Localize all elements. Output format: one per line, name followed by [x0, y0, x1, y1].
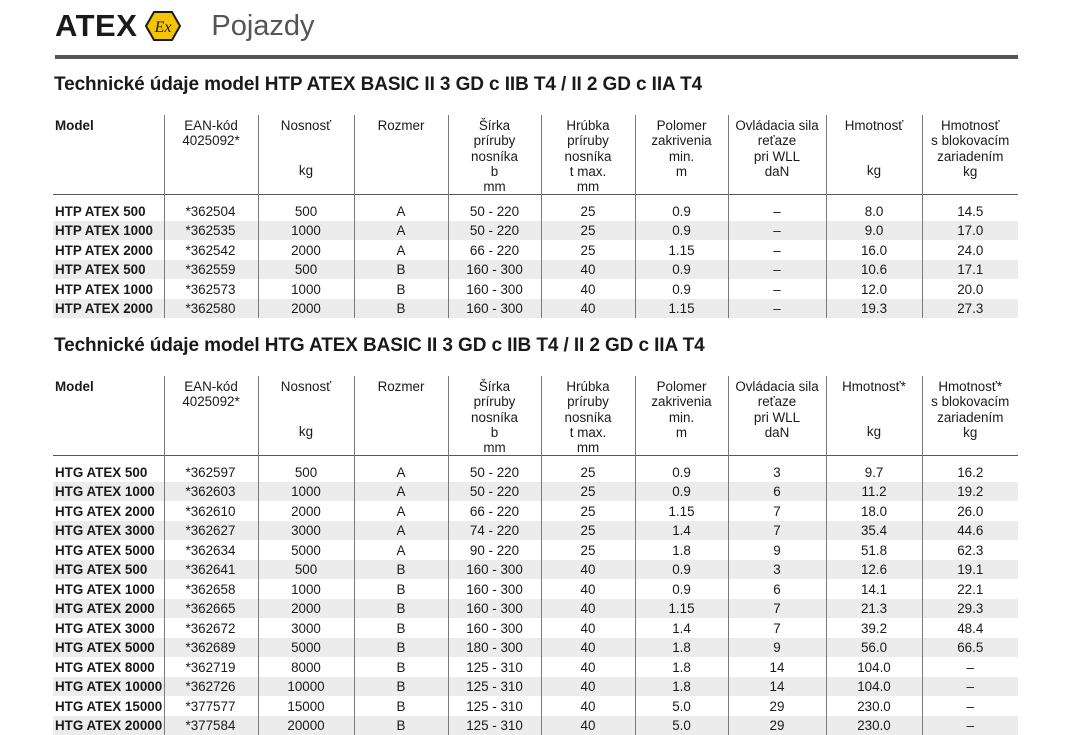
cell-load: 500	[258, 560, 354, 580]
cell-model: HTG ATEX 8000	[53, 657, 164, 677]
col-header-weight-unit: kg	[866, 424, 882, 440]
col-header-model-label: Model	[55, 118, 94, 133]
cell-size: B	[354, 618, 448, 638]
cell-thickness: 25	[541, 462, 635, 482]
cell-radius: 1.8	[635, 540, 728, 560]
col-header-model	[53, 376, 164, 456]
cell-model: HTP ATEX 1000	[53, 279, 164, 299]
col-header-weight-label: Hmotnosť*	[842, 379, 906, 394]
col-header-radius-label: Polomer zakrivenia min.	[651, 379, 712, 425]
cell-size: A	[354, 482, 448, 502]
cell-ean: *362597	[164, 462, 258, 482]
cell-ean: *362603	[164, 482, 258, 502]
col-header-force-label: Ovládacia sila reťaze pri WLL	[735, 379, 819, 425]
col-header-weight-lock-label: Hmotnosť* s blokovacím zariadením	[931, 379, 1010, 425]
cell-load: 2000	[258, 299, 354, 319]
cell-ean: *362658	[164, 579, 258, 599]
cell-weight-lock: 19.1	[922, 560, 1018, 580]
cell-radius: 1.4	[635, 618, 728, 638]
cell-width: 180 - 300	[448, 638, 541, 658]
cell-width: 160 - 300	[448, 560, 541, 580]
cell-model: HTG ATEX 10000	[53, 677, 164, 697]
cell-weight-lock: 26.0	[957, 503, 984, 519]
cell-force: –	[728, 221, 826, 241]
cell-model: HTG ATEX 5000	[53, 540, 164, 560]
col-header-thickness	[541, 115, 635, 195]
cell-model: HTG ATEX 500	[53, 560, 164, 580]
cell-weight-lock: 22.1	[957, 581, 984, 597]
cell-thickness: 40	[541, 696, 635, 716]
cell-size: A	[354, 221, 448, 241]
cell-weight: 51.8	[826, 540, 922, 560]
cell-size: B	[354, 560, 448, 580]
cell-width: 50 - 220	[448, 462, 541, 482]
cell-radius: 5.0	[635, 716, 728, 735]
cell-load: 3000	[258, 521, 354, 541]
table2-title: Technické údaje model HTG ATEX BASIC II 3 GD c IIB T4 / II 2 GD c IIA T4	[54, 335, 705, 356]
cell-thickness: 25	[541, 240, 635, 260]
table-row	[53, 221, 1018, 241]
cell-thickness: 40	[541, 657, 635, 677]
cell-weight-lock: 16.2	[957, 464, 984, 480]
cell-weight-lock: 48.4	[957, 620, 984, 636]
cell-weight: 12.6	[826, 560, 922, 580]
col-header-force-label: Ovládacia sila reťaze pri WLL	[735, 118, 819, 164]
cell-model: HTG ATEX 500	[53, 462, 164, 482]
col-header-model-label: Model	[55, 379, 94, 394]
cell-load: 1000	[258, 482, 354, 502]
cell-width: 160 - 300	[448, 599, 541, 619]
cell-model: HTG ATEX 15000	[53, 696, 164, 716]
cell-size: B	[354, 638, 448, 658]
table-row	[53, 618, 1018, 638]
cell-ean: *362580	[164, 299, 258, 319]
cell-width: 160 - 300	[448, 618, 541, 638]
cell-load: 2000	[258, 501, 354, 521]
cell-model: HTP ATEX 500	[53, 201, 164, 221]
cell-radius: 0.9	[635, 260, 728, 280]
cell-weight: 10.6	[826, 260, 922, 280]
cell-weight-lock: 27.3	[922, 299, 1018, 319]
cell-ean: *377577	[164, 696, 258, 716]
table-row	[53, 657, 1018, 677]
cell-force: –	[728, 260, 826, 280]
cell-weight-lock: 24.0	[957, 242, 984, 258]
cell-thickness: 40	[541, 579, 635, 599]
col-header-force	[728, 115, 826, 195]
cell-thickness: 40	[541, 299, 635, 319]
cell-thickness: 40	[541, 599, 635, 619]
col-header-load-unit: kg	[298, 424, 314, 440]
col-header-force	[728, 376, 826, 456]
cell-thickness: 25	[541, 221, 635, 241]
cell-size: A	[354, 462, 448, 482]
cell-force: –	[728, 279, 826, 299]
cell-thickness: 25	[541, 521, 635, 541]
cell-radius: 0.9	[635, 201, 728, 221]
cell-thickness: 40	[541, 618, 635, 638]
cell-load: 1000	[258, 279, 354, 299]
cell-width: 160 - 300	[448, 260, 541, 280]
cell-thickness: 40	[541, 260, 635, 280]
cell-force: 3	[728, 560, 826, 580]
col-header-weight-unit: kg	[866, 163, 882, 179]
col-header-thickness-label: Hrúbka príruby nosníka t max.	[564, 118, 612, 179]
cell-force: 29	[728, 716, 826, 735]
table-row	[53, 696, 1018, 716]
table-row	[53, 716, 1018, 735]
cell-weight-lock: 29.3	[922, 599, 1018, 619]
cell-load: 10000	[258, 677, 354, 697]
cell-radius: 0.9	[635, 579, 728, 599]
cell-radius: 0.9	[635, 462, 728, 482]
cell-force: –	[728, 299, 826, 319]
cell-radius: 1.15	[635, 501, 728, 521]
col-header-radius	[635, 376, 728, 456]
cell-model: HTP ATEX 2000	[53, 240, 164, 260]
cell-model: HTG ATEX 5000	[53, 638, 164, 658]
cell-ean: *362665	[164, 599, 258, 619]
cell-ean: *362672	[164, 618, 258, 638]
cell-model: HTG ATEX 2000	[53, 599, 164, 619]
cell-force: 14	[728, 657, 826, 677]
col-header-width	[448, 115, 541, 195]
col-header-width-label: Šírka príruby nosníka b	[471, 379, 518, 440]
cell-width: 125 - 310	[448, 716, 541, 735]
col-header-force-unit: daN	[764, 424, 790, 440]
col-header-size	[354, 115, 448, 195]
cell-weight-lock: 62.3	[957, 542, 984, 558]
cell-model: HTP ATEX 500	[53, 260, 164, 280]
col-header-thickness-unit: mm	[576, 179, 600, 195]
col-header-weight	[826, 115, 922, 195]
col-header-width-label: Šírka príruby nosníka b	[471, 118, 518, 179]
table-row	[53, 599, 1018, 619]
cell-model: HTG ATEX 2000	[53, 501, 164, 521]
cell-size: A	[354, 501, 448, 521]
cell-size: B	[354, 696, 448, 716]
col-header-width	[448, 376, 541, 456]
cell-weight: 12.0	[826, 279, 922, 299]
cell-size: B	[354, 599, 448, 619]
col-header-load-unit: kg	[298, 163, 314, 179]
cell-width: 50 - 220	[448, 221, 541, 241]
cell-radius: 5.0	[635, 696, 728, 716]
cell-thickness: 40	[541, 638, 635, 658]
col-header-ean-label: EAN-kód 4025092*	[182, 118, 240, 149]
cell-load: 5000	[258, 540, 354, 560]
cell-size: B	[354, 579, 448, 599]
col-header-weight-lock	[922, 376, 1018, 456]
cell-weight: 14.1	[826, 579, 922, 599]
col-header-ean	[164, 376, 258, 456]
table-row	[53, 677, 1018, 697]
cell-thickness: 40	[541, 716, 635, 735]
cell-ean: *362542	[164, 240, 258, 260]
cell-width: 50 - 220	[448, 482, 541, 502]
cell-weight: 104.0	[826, 657, 922, 677]
cell-force: 9	[728, 540, 826, 560]
table-row	[53, 240, 1018, 260]
col-header-load	[258, 376, 354, 456]
cell-load: 500	[258, 462, 354, 482]
cell-ean: *377584	[164, 716, 258, 735]
col-header-weight-lock-unit: kg	[963, 424, 978, 440]
cell-force: 9	[728, 638, 826, 658]
col-header-thickness	[541, 376, 635, 456]
cell-weight: 230.0	[826, 716, 922, 735]
cell-ean: *362719	[164, 657, 258, 677]
cell-force: 14	[728, 677, 826, 697]
cell-model: HTP ATEX 1000	[53, 221, 164, 241]
cell-ean: *362610	[164, 501, 258, 521]
cell-weight-lock: 14.5	[957, 203, 984, 219]
cell-radius: 0.9	[635, 221, 728, 241]
cell-weight-lock: –	[922, 677, 1018, 697]
col-header-force-unit: daN	[764, 163, 790, 179]
cell-load: 500	[258, 260, 354, 280]
cell-width: 90 - 220	[448, 540, 541, 560]
cell-width: 160 - 300	[448, 299, 541, 319]
cell-size: B	[354, 657, 448, 677]
table-row	[53, 521, 1018, 541]
table-row	[53, 299, 1018, 319]
ex-hexagon-icon	[145, 10, 181, 42]
cell-weight: 9.7	[826, 462, 922, 482]
cell-force: 3	[728, 462, 826, 482]
cell-ean: *362641	[164, 560, 258, 580]
col-header-size-label: Rozmer	[377, 379, 425, 394]
htg-spec-table	[53, 376, 1018, 735]
cell-model: HTG ATEX 20000	[53, 716, 164, 735]
col-header-weight-lock-label: Hmotnosť s blokovacím zariadením	[931, 118, 1010, 164]
cell-weight-lock: 19.2	[922, 482, 1018, 502]
cell-ean: *362504	[164, 201, 258, 221]
page-header	[55, 4, 315, 48]
cell-thickness: 40	[541, 560, 635, 580]
table-row	[53, 501, 1018, 521]
cell-weight: 230.0	[826, 696, 922, 716]
cell-thickness: 25	[541, 482, 635, 502]
col-header-ean	[164, 115, 258, 195]
col-header-load-label: Nosnosť	[280, 118, 332, 133]
page-subtitle: Pojazdy	[211, 9, 315, 42]
cell-radius: 0.9	[635, 279, 728, 299]
cell-weight: 39.2	[826, 618, 922, 638]
cell-weight-lock: 66.5	[922, 638, 1018, 658]
table-row	[53, 279, 1018, 299]
col-header-thickness-label: Hrúbka príruby nosníka t max.	[564, 379, 612, 440]
cell-width: 125 - 310	[448, 677, 541, 697]
table-row	[53, 260, 1018, 280]
col-header-radius-label: Polomer zakrivenia min.	[651, 118, 712, 164]
cell-model: HTP ATEX 2000	[53, 299, 164, 319]
cell-load: 20000	[258, 716, 354, 735]
cell-thickness: 25	[541, 501, 635, 521]
cell-weight: 16.0	[826, 240, 922, 260]
header-divider	[55, 55, 1018, 59]
col-header-weight-lock-unit: kg	[963, 163, 978, 179]
cell-load: 3000	[258, 618, 354, 638]
cell-size: A	[354, 540, 448, 560]
cell-weight: 104.0	[826, 677, 922, 697]
cell-weight: 21.3	[826, 599, 922, 619]
cell-width: 50 - 220	[448, 201, 541, 221]
cell-radius: 1.15	[635, 599, 728, 619]
cell-weight-lock: –	[966, 698, 974, 714]
cell-load: 15000	[258, 696, 354, 716]
cell-force: –	[728, 240, 826, 260]
cell-size: A	[354, 201, 448, 221]
svg-text:Ex: Ex	[154, 19, 172, 36]
cell-thickness: 25	[541, 201, 635, 221]
cell-model: HTG ATEX 1000	[53, 482, 164, 502]
cell-thickness: 40	[541, 677, 635, 697]
cell-thickness: 25	[541, 540, 635, 560]
cell-weight-lock: 17.0	[922, 221, 1018, 241]
cell-radius: 0.9	[635, 560, 728, 580]
htp-spec-table	[53, 115, 1018, 318]
col-header-ean-label: EAN-kód 4025092*	[182, 379, 240, 410]
cell-ean: *362726	[164, 677, 258, 697]
cell-force: 6	[728, 579, 826, 599]
cell-radius: 1.8	[635, 677, 728, 697]
table-row	[53, 201, 1018, 221]
table-row	[53, 638, 1018, 658]
cell-size: B	[354, 716, 448, 735]
col-header-radius-unit: m	[675, 163, 688, 179]
col-header-width-unit: mm	[483, 179, 506, 195]
cell-force: 7	[728, 618, 826, 638]
col-header-size-label: Rozmer	[377, 118, 425, 133]
cell-width: 66 - 220	[448, 501, 541, 521]
cell-radius: 1.4	[635, 521, 728, 541]
table1-title: Technické údaje model HTP ATEX BASIC II 3 GD c IIB T4 / II 2 GD c IIA T4	[54, 74, 703, 95]
col-header-load	[258, 115, 354, 195]
cell-load: 5000	[258, 638, 354, 658]
cell-weight-lock: 20.0	[957, 281, 984, 297]
col-header-model	[53, 115, 164, 195]
cell-weight: 56.0	[826, 638, 922, 658]
col-header-width-unit: mm	[483, 440, 506, 456]
cell-thickness: 40	[541, 279, 635, 299]
table-row	[53, 579, 1018, 599]
col-header-radius	[635, 115, 728, 195]
cell-ean: *362559	[164, 260, 258, 280]
cell-model: HTG ATEX 3000	[53, 521, 164, 541]
cell-width: 160 - 300	[448, 279, 541, 299]
col-header-weight-lock	[922, 115, 1018, 195]
cell-load: 2000	[258, 240, 354, 260]
cell-width: 74 - 220	[448, 521, 541, 541]
table-row	[53, 540, 1018, 560]
cell-size: B	[354, 299, 448, 319]
cell-weight: 35.4	[826, 521, 922, 541]
cell-size: B	[354, 260, 448, 280]
cell-model: HTG ATEX 1000	[53, 579, 164, 599]
cell-weight: 19.3	[826, 299, 922, 319]
col-header-load-label: Nosnosť	[280, 379, 332, 394]
cell-load: 500	[258, 201, 354, 221]
cell-size: B	[354, 279, 448, 299]
cell-width: 160 - 300	[448, 579, 541, 599]
cell-size: B	[354, 677, 448, 697]
col-header-radius-unit: m	[675, 424, 688, 440]
table-row	[53, 560, 1018, 580]
cell-width: 125 - 310	[448, 657, 541, 677]
cell-radius: 1.15	[635, 299, 728, 319]
cell-size: A	[354, 240, 448, 260]
col-header-thickness-unit: mm	[576, 440, 600, 456]
col-header-weight	[826, 376, 922, 456]
cell-width: 125 - 310	[448, 696, 541, 716]
cell-load: 1000	[258, 221, 354, 241]
cell-force: 7	[728, 521, 826, 541]
cell-weight-lock: –	[966, 659, 974, 675]
cell-weight: 11.2	[826, 482, 922, 502]
cell-radius: 1.8	[635, 657, 728, 677]
cell-radius: 0.9	[635, 482, 728, 502]
cell-weight: 8.0	[826, 201, 922, 221]
cell-radius: 1.15	[635, 240, 728, 260]
brand-title: ATEX	[55, 8, 138, 43]
cell-ean: *362634	[164, 540, 258, 560]
cell-force: 6	[728, 482, 826, 502]
cell-force: 7	[728, 501, 826, 521]
cell-width: 66 - 220	[448, 240, 541, 260]
table-row	[53, 482, 1018, 502]
cell-model: HTG ATEX 3000	[53, 618, 164, 638]
cell-weight: 9.0	[826, 221, 922, 241]
col-header-weight-label: Hmotnosť	[844, 118, 904, 133]
cell-weight-lock: 17.1	[922, 260, 1018, 280]
cell-load: 8000	[258, 657, 354, 677]
cell-load: 2000	[258, 599, 354, 619]
cell-radius: 1.8	[635, 638, 728, 658]
table-row	[53, 462, 1018, 482]
cell-force: 29	[728, 696, 826, 716]
cell-force: –	[728, 201, 826, 221]
cell-weight-lock: 44.6	[922, 521, 1018, 541]
cell-load: 1000	[258, 579, 354, 599]
cell-weight: 18.0	[826, 501, 922, 521]
cell-weight-lock: –	[922, 716, 1018, 735]
cell-ean: *362535	[164, 221, 258, 241]
cell-ean: *362573	[164, 279, 258, 299]
cell-force: 7	[728, 599, 826, 619]
cell-ean: *362689	[164, 638, 258, 658]
cell-size: A	[354, 521, 448, 541]
cell-ean: *362627	[164, 521, 258, 541]
col-header-size	[354, 376, 448, 456]
